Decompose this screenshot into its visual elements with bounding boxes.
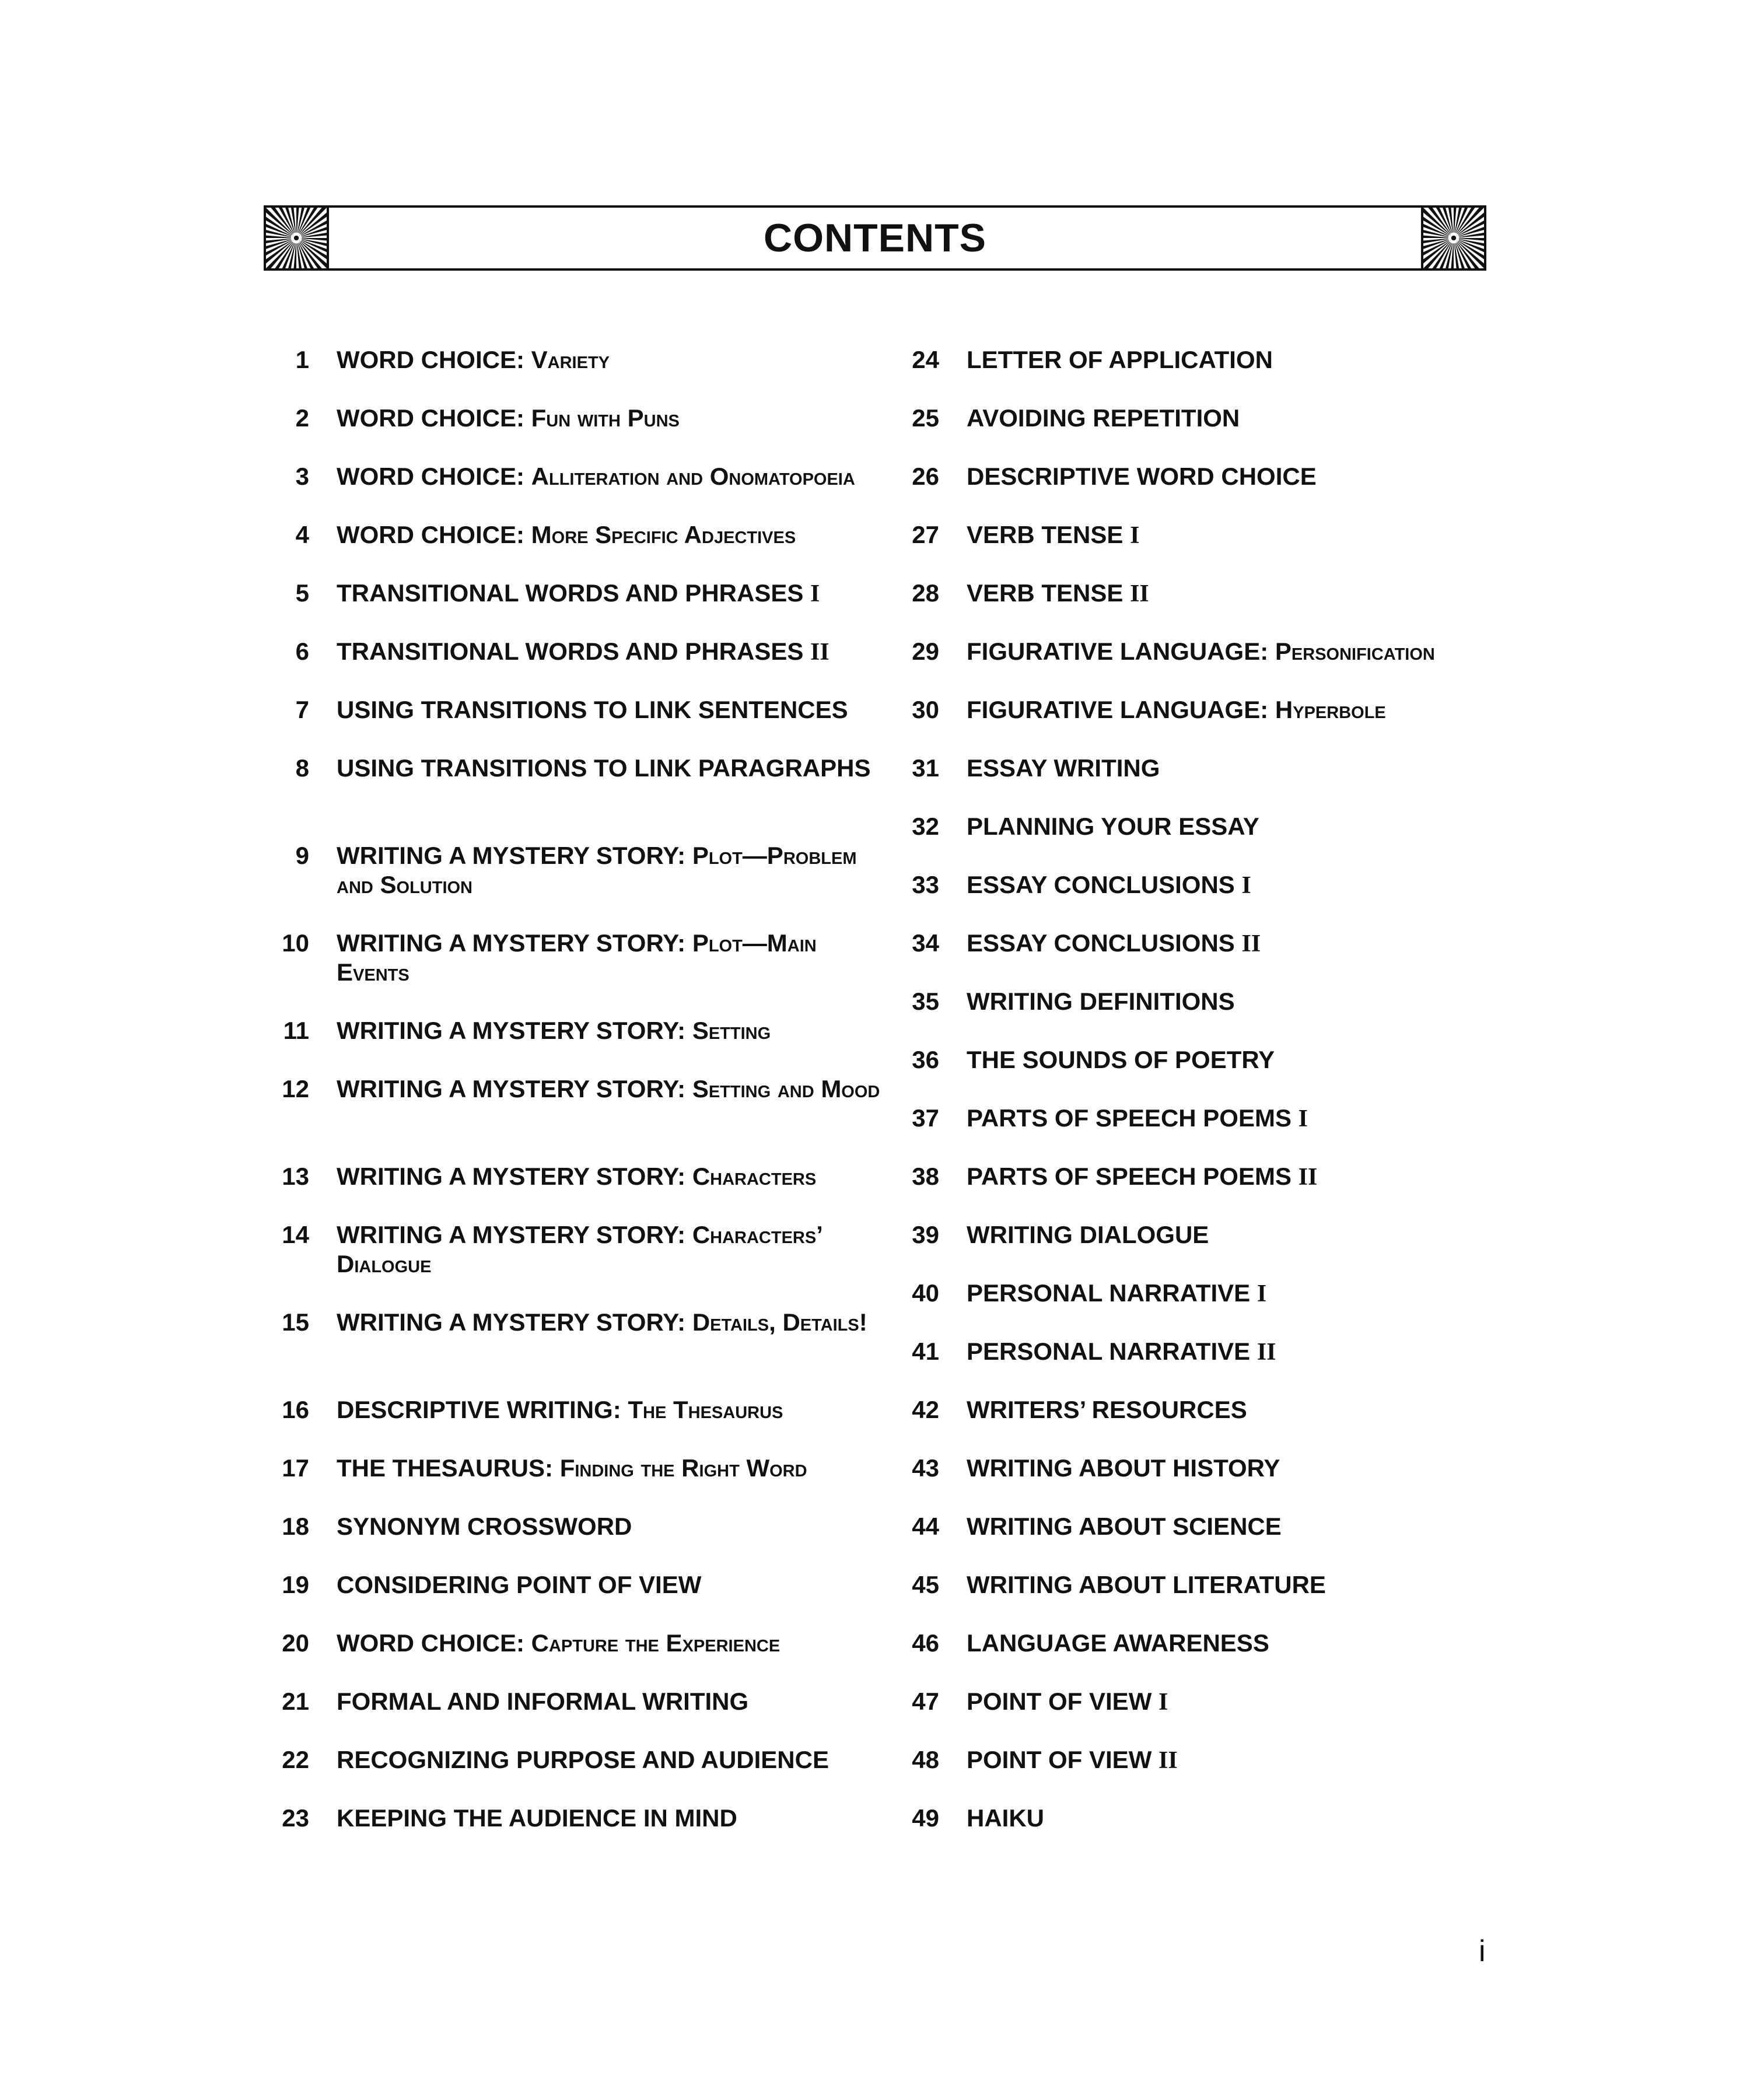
toc-entry-main-text: WRITERS’ RESOURCES: [967, 1396, 1247, 1423]
toc-entry-main-text: LANGUAGE AWARENESS: [967, 1629, 1269, 1657]
toc-entry-number: 1: [295, 346, 309, 373]
toc-entry: [904, 1629, 1488, 1658]
page-number: i: [1479, 1934, 1486, 1968]
toc-entry-main-text: POINT OF VIEW: [967, 1688, 1159, 1715]
toc-entry: [904, 929, 1488, 958]
toc-entry-number: 43: [912, 1454, 939, 1482]
toc-entry: [904, 1220, 1488, 1250]
toc-entry: [274, 929, 881, 987]
toc-entry-main-text: WRITING DEFINITIONS: [967, 988, 1235, 1015]
starburst-left-svg: [266, 208, 327, 268]
toc-entry-number: 9: [295, 842, 309, 869]
toc-entry: [274, 1687, 881, 1716]
toc-entry-subtitle: Plot—Main Events: [337, 929, 817, 986]
toc-entry-title: [967, 987, 1488, 1016]
toc-entry: [904, 1045, 1488, 1074]
toc-entry-title: [967, 1279, 1488, 1308]
toc-entry: [274, 1570, 881, 1600]
toc-entry-subtitle: Alliteration and Onomatopoeia: [531, 463, 855, 490]
toc-entry-title: [337, 929, 881, 987]
toc-entry-number: 40: [912, 1279, 939, 1307]
toc-entry-number: 31: [912, 754, 939, 782]
toc-entry-roman-numeral: II: [1241, 930, 1261, 957]
toc-entry-title: [967, 1395, 1488, 1424]
toc-entry-subtitle: Personification: [1275, 638, 1435, 665]
toc-entry-title: [967, 1045, 1488, 1074]
toc-entry-main-text: VERB TENSE: [967, 579, 1130, 607]
toc-entry-main-text: PARTS OF SPEECH POEMS: [967, 1163, 1298, 1190]
toc-entry-title: [337, 462, 881, 491]
toc-entry-main-text: WRITING A MYSTERY STORY:: [337, 1308, 692, 1336]
toc-entry-main-text: WRITING A MYSTERY STORY:: [337, 1017, 692, 1044]
toc-entry-main-text: VERB TENSE: [967, 521, 1130, 548]
toc-entry-number: 18: [282, 1513, 309, 1540]
toc-entry: [274, 1629, 881, 1658]
toc-entry: [904, 404, 1488, 433]
toc-entry-main-text: KEEPING THE AUDIENCE IN MIND: [337, 1804, 737, 1832]
toc-entry-main-text: USING TRANSITIONS TO LINK SENTENCES: [337, 696, 848, 723]
toc-entry-main-text: WRITING A MYSTERY STORY:: [337, 929, 692, 957]
toc-entry-title: [967, 404, 1488, 433]
contents-header: [264, 205, 1486, 271]
toc-entry-number: 36: [912, 1046, 939, 1073]
toc-entry: [274, 345, 881, 374]
toc-entry-number: 25: [912, 404, 939, 432]
toc-entry-title: [337, 1687, 881, 1716]
toc-entry: [904, 1162, 1488, 1192]
toc-entry-roman-numeral: II: [810, 639, 830, 666]
toc-entry-title: [337, 1308, 881, 1337]
starburst-ornament-left-icon: [264, 205, 329, 271]
toc-entry-main-text: PARTS OF SPEECH POEMS: [967, 1104, 1298, 1132]
toc-entry-roman-numeral: I: [1158, 1689, 1168, 1716]
toc-entry-main-text: TRANSITIONAL WORDS AND PHRASES: [337, 638, 811, 665]
toc-entry-main-text: POINT OF VIEW: [967, 1746, 1159, 1773]
toc-entry-title: [967, 520, 1488, 550]
toc-entry-number: 20: [282, 1629, 309, 1657]
toc-entry-main-text: WORD CHOICE:: [337, 463, 531, 490]
toc-entry-number: 39: [912, 1221, 939, 1248]
toc-entry-subtitle: Variety: [531, 346, 610, 373]
toc-right-column: [904, 345, 1488, 1862]
toc-entry-number: 19: [282, 1571, 309, 1598]
toc-entry-main-text: WRITING A MYSTERY STORY:: [337, 1075, 692, 1102]
toc-entry-title: [967, 754, 1488, 783]
toc-entry-subtitle: More Specific Adjectives: [531, 521, 796, 548]
toc-entry-number: 11: [283, 1017, 309, 1044]
toc-entry-subtitle: Characters: [692, 1163, 817, 1190]
toc-entry-title: [337, 1074, 881, 1104]
toc-entry: [274, 695, 881, 724]
starburst-center-dot: [294, 236, 299, 240]
toc-entry: [904, 1454, 1488, 1483]
toc-entry-title: [967, 1512, 1488, 1541]
toc-entry-title: [337, 1395, 881, 1424]
toc-entry-number: 37: [912, 1104, 939, 1132]
toc-entry-title: [967, 1570, 1488, 1600]
toc-entry-subtitle: Finding the Right Word: [559, 1454, 807, 1482]
toc-entry-main-text: THE SOUNDS OF POETRY: [967, 1046, 1275, 1073]
toc-entry-roman-numeral: II: [1158, 1747, 1178, 1774]
toc-entry-main-text: WORD CHOICE:: [337, 404, 531, 432]
toc-entry-title: [967, 812, 1488, 841]
toc-entry-main-text: USING TRANSITIONS TO LINK PARAGRAPHS: [337, 754, 871, 782]
toc-entry-title: [337, 404, 881, 433]
toc-entry-number: 23: [282, 1804, 309, 1832]
toc-entry-title: [337, 1162, 881, 1191]
toc-entry-main-text: FIGURATIVE LANGUAGE:: [967, 696, 1275, 723]
toc-entry-title: [967, 1337, 1488, 1367]
toc-entry-main-text: TRANSITIONAL WORDS AND PHRASES: [337, 579, 811, 607]
toc-entry-title: [337, 1016, 881, 1045]
toc-entry-roman-numeral: I: [1298, 1105, 1308, 1132]
toc-entry-title: [967, 1687, 1488, 1717]
toc-entry-title: [337, 841, 881, 900]
toc-entry-title: [337, 1745, 881, 1774]
toc-entry-title: [337, 695, 881, 724]
toc-entry-number: 34: [912, 929, 939, 957]
toc-entry-roman-numeral: I: [1241, 872, 1251, 899]
toc-entry-number: 29: [912, 638, 939, 665]
toc-entry-roman-numeral: II: [1130, 580, 1149, 607]
starburst-right-svg: [1423, 208, 1484, 268]
toc-entry: [274, 520, 881, 550]
toc-entry-number: 41: [912, 1338, 939, 1365]
toc-entry-main-text: FORMAL AND INFORMAL WRITING: [337, 1688, 749, 1715]
toc-entry-number: 30: [912, 696, 939, 723]
toc-entry-title: [967, 345, 1488, 374]
toc-entry-subtitle: Setting and Mood: [692, 1075, 880, 1102]
toc-entry: [274, 841, 881, 900]
toc-entry: [904, 1745, 1488, 1775]
toc-entry-subtitle: Fun with Puns: [531, 404, 680, 432]
toc-entry-title: [967, 1220, 1488, 1250]
toc-entry-number: 26: [912, 463, 939, 490]
toc-entry-title: [337, 1570, 881, 1600]
toc-entry-main-text: DESCRIPTIVE WRITING:: [337, 1396, 628, 1423]
toc-entry-number: 47: [912, 1688, 939, 1715]
toc-entry-main-text: WRITING ABOUT SCIENCE: [967, 1513, 1282, 1540]
toc-entry-subtitle: Details, Details!: [692, 1308, 867, 1336]
toc-entry: [904, 520, 1488, 550]
starburst-center-dot: [1451, 236, 1456, 240]
toc-entry-main-text: CONSIDERING POINT OF VIEW: [337, 1571, 702, 1598]
toc-entry: [904, 462, 1488, 491]
toc-entry-main-text: WRITING A MYSTERY STORY:: [337, 1221, 692, 1248]
toc-entry: [274, 1162, 881, 1191]
toc-entry: [274, 1395, 881, 1424]
toc-entry: [274, 1308, 881, 1337]
toc-entry-main-text: WRITING A MYSTERY STORY:: [337, 842, 692, 869]
toc-entry: [904, 1279, 1488, 1308]
toc-entry-number: 10: [282, 929, 309, 957]
toc-entry: [904, 987, 1488, 1016]
toc-entry-number: 5: [295, 579, 309, 607]
toc-entry-main-text: WRITING A MYSTERY STORY:: [337, 1163, 692, 1190]
toc-entry-number: 12: [282, 1075, 309, 1102]
toc-entry-roman-numeral: II: [1298, 1164, 1318, 1191]
toc-entry-main-text: WRITING DIALOGUE: [967, 1221, 1209, 1248]
toc-entry-number: 2: [295, 404, 309, 432]
toc-entry-title: [337, 1512, 881, 1541]
toc-entry-title: [967, 579, 1488, 608]
toc-entry-roman-numeral: I: [1256, 1280, 1267, 1307]
toc-entry-title: [337, 1804, 881, 1833]
toc-entry-number: 16: [282, 1396, 309, 1423]
toc-entry: [904, 870, 1488, 900]
toc-entry-title: [967, 1745, 1488, 1775]
toc-entry: [274, 754, 881, 783]
toc-entry-main-text: DESCRIPTIVE WORD CHOICE: [967, 463, 1317, 490]
toc-entry: [904, 345, 1488, 374]
toc-entry-number: 7: [295, 696, 309, 723]
toc-entry-subtitle: Plot—Problem and Solution: [337, 842, 857, 898]
toc-entry: [904, 1687, 1488, 1717]
toc-entry-main-text: PERSONAL NARRATIVE: [967, 1279, 1257, 1307]
toc-entry: [274, 1220, 881, 1279]
toc-entry: [274, 462, 881, 491]
toc-entry-main-text: ESSAY WRITING: [967, 754, 1160, 782]
toc-entry-number: 6: [295, 638, 309, 665]
toc-entry-main-text: ESSAY CONCLUSIONS: [967, 929, 1242, 957]
toc-entry-roman-numeral: II: [1256, 1339, 1276, 1366]
toc-left-column: [274, 345, 881, 1862]
toc-entry-title: [967, 870, 1488, 900]
toc-entry-number: 14: [282, 1221, 309, 1248]
toc-entry-number: 33: [912, 871, 939, 898]
toc-entry: [904, 1804, 1488, 1833]
toc-entry: [274, 1804, 881, 1833]
toc-entry-number: 15: [282, 1308, 309, 1336]
toc-entry-number: 24: [912, 346, 939, 373]
toc-entry-subtitle: Setting: [692, 1017, 771, 1044]
toc-entry-main-text: WRITING ABOUT HISTORY: [967, 1454, 1280, 1482]
toc-entry-title: [337, 754, 881, 783]
toc-entry: [904, 1512, 1488, 1541]
toc-entry-title: [337, 1629, 881, 1658]
toc-entry-number: 46: [912, 1629, 939, 1657]
toc-entry-number: 48: [912, 1746, 939, 1773]
toc-entry-number: 17: [282, 1454, 309, 1482]
toc-entry-number: 4: [295, 521, 309, 548]
toc-entry-number: 27: [912, 521, 939, 548]
page-title: CONTENTS: [764, 216, 986, 260]
toc-entry: [904, 754, 1488, 783]
toc-entry-main-text: WORD CHOICE:: [337, 1629, 531, 1657]
toc-entry-title: [967, 929, 1488, 958]
toc-entry: [274, 579, 881, 608]
toc-entry-subtitle: The Thesaurus: [628, 1396, 783, 1423]
toc-entry-title: [337, 520, 881, 550]
toc-entry-main-text: WORD CHOICE:: [337, 346, 531, 373]
toc-entry-title: [337, 579, 881, 608]
toc-entry-title: [337, 1454, 881, 1483]
toc-entry-main-text: RECOGNIZING PURPOSE AND AUDIENCE: [337, 1746, 829, 1773]
toc-entry: [904, 637, 1488, 666]
toc-entry-main-text: HAIKU: [967, 1804, 1044, 1832]
toc-entry-title: [967, 462, 1488, 491]
toc-entry-title: [967, 695, 1488, 724]
toc-entry-number: 32: [912, 813, 939, 840]
toc-entry-subtitle: Characters’ Dialogue: [337, 1221, 822, 1278]
toc-entry: [274, 404, 881, 433]
toc-entry-number: 45: [912, 1571, 939, 1598]
toc-entry-main-text: LETTER OF APPLICATION: [967, 346, 1273, 373]
toc-entry: [904, 1104, 1488, 1133]
toc-entry-main-text: SYNONYM CROSSWORD: [337, 1513, 632, 1540]
toc-entry-main-text: WRITING ABOUT LITERATURE: [967, 1571, 1326, 1598]
toc-entry-number: 42: [912, 1396, 939, 1423]
toc-entry-roman-numeral: I: [810, 580, 820, 607]
toc-entry-main-text: THE THESAURUS:: [337, 1454, 560, 1482]
toc-entry-main-text: AVOIDING REPETITION: [967, 404, 1240, 432]
toc-entry-number: 3: [295, 463, 309, 490]
toc-entry-main-text: PLANNING YOUR ESSAY: [967, 813, 1259, 840]
toc-entry: [274, 637, 881, 667]
toc-entry: [274, 1454, 881, 1483]
toc-entry-title: [967, 1104, 1488, 1133]
toc-entry-roman-numeral: I: [1130, 522, 1140, 549]
toc-entry-main-text: PERSONAL NARRATIVE: [967, 1338, 1257, 1365]
toc-entry-number: 13: [282, 1163, 309, 1190]
toc-entry-title: [337, 1220, 881, 1279]
toc-entry-main-text: FIGURATIVE LANGUAGE:: [967, 638, 1275, 665]
starburst-ornament-right-icon: [1421, 205, 1486, 271]
toc-entry-number: 22: [282, 1746, 309, 1773]
toc-entry: [274, 1512, 881, 1541]
toc-entry-title: [337, 637, 881, 667]
toc-entry-number: 49: [912, 1804, 939, 1832]
toc-entry: [274, 1016, 881, 1045]
toc-entry-number: 38: [912, 1163, 939, 1190]
toc-entry-number: 28: [912, 579, 939, 607]
toc-entry: [904, 1337, 1488, 1367]
toc-entry: [904, 695, 1488, 724]
toc-entry: [904, 812, 1488, 841]
toc-entry-title: [967, 1804, 1488, 1833]
toc-entry: [904, 579, 1488, 608]
toc-entry: [274, 1074, 881, 1104]
toc-entry-number: 35: [912, 988, 939, 1015]
toc-entry: [904, 1395, 1488, 1424]
toc-entry-title: [967, 637, 1488, 666]
toc-entry-title: [337, 345, 881, 374]
toc-entry-subtitle: Capture the Experience: [531, 1629, 780, 1657]
toc-entry-subtitle: Hyperbole: [1275, 696, 1386, 723]
toc-entry-title: [967, 1454, 1488, 1483]
toc-entry-title: [967, 1629, 1488, 1658]
toc-entry: [904, 1570, 1488, 1600]
toc-entry: [274, 1745, 881, 1774]
toc-entry-number: 44: [912, 1513, 939, 1540]
toc-entry-title: [967, 1162, 1488, 1192]
toc-entry-number: 8: [295, 754, 309, 782]
toc-entry-main-text: ESSAY CONCLUSIONS: [967, 871, 1242, 898]
toc-entry-main-text: WORD CHOICE:: [337, 521, 531, 548]
toc-entry-number: 21: [282, 1688, 309, 1715]
